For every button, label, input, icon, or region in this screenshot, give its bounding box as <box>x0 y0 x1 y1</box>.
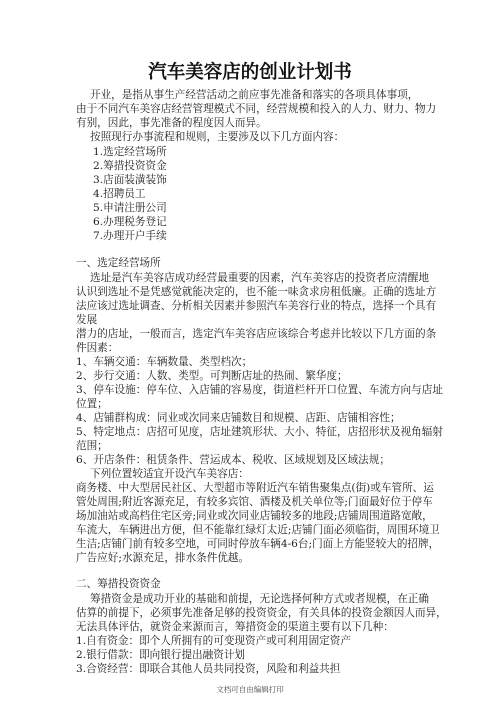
intro-line: 由于不同汽车美容店经营管理模式不同，经营规模和投入的人力、财力、物力 <box>76 103 437 115</box>
section-heading: 一、选定经营场所 <box>76 257 161 269</box>
body-line: 场加油站或高档住宅区旁;同业或次同业店铺较多的地段;店铺周围道路宽敞， <box>76 510 433 522</box>
toc-item: 5.申请注册公司 <box>93 202 167 214</box>
toc-item: 3.店面装潢装饰 <box>93 174 167 186</box>
section-heading: 二、筹措投资资金 <box>76 578 161 590</box>
body-line: 商务楼、中大型居民社区、大型超市等附近汽车销售聚集点(街)或车管所、运 <box>76 482 434 494</box>
intro-line: 开业，是指从事生产经营活动之前应事先准备和落实的各项具体事项， <box>90 89 419 101</box>
body-line: 3.合资经营：即联合其他人员共同投资，风险和利益共担 <box>76 663 341 675</box>
document-title: 汽车美容店的创业计划书 <box>148 62 352 83</box>
body-line: 估算的前提下，必须事先准备足够的投资资金，有关具体的投资金额因人而异， <box>76 607 447 619</box>
body-line: 5、特定地点：店招可见度，店址建筑形状、大小、特征，店招形状及视角辐射 <box>76 426 443 438</box>
body-line: 管处周围;附近客源充足，有较多宾馆、酒楼及机关单位等;门面最好位于停车 <box>76 496 433 508</box>
toc-item: 7.办理开户手续 <box>93 230 167 242</box>
body-line: 筹措资金是成功开业的基础和前提，无论选择何种方式或者规模，在正确 <box>90 593 429 605</box>
body-line: 位置； <box>76 398 108 410</box>
body-line: 生洁;店铺门前有较多空地，可同时停放车辆4-6台;门面上方能竖较大的招牌， <box>76 538 440 550</box>
toc-item: 6.办理税务登记 <box>93 216 167 228</box>
body-line: 1.自有资金：即个人所拥有的可变现资产或可利用固定资产 <box>76 635 351 647</box>
body-line: 法应该过选址调查、分析相关因素并参照汽车美容行业的特点，选择一个具有 <box>76 300 437 312</box>
toc-item: 2.筹措投资资金 <box>93 160 167 172</box>
page-footer: 文档可自由编辑打印 <box>216 685 284 694</box>
body-line: 选址是汽车美容店成功经营最重要的因素，汽车美容店的投资者应清醒地 <box>90 272 429 284</box>
intro-line: 按照现行办事流程和规则，主要涉及以下几方面内容： <box>90 131 345 143</box>
body-line: 认识到选址不是凭感觉就能决定的，也不能一味贪求房租低廉。正确的选址方 <box>76 286 437 298</box>
body-line: 潜力的店址，一般而言，选定汽车美容店应该综合考虑并比较以下几方面的条 <box>76 328 437 340</box>
body-line: 6、开店条件：租赁条件、营运成本、税收、区域规划及区域法规； <box>76 454 390 466</box>
intro-line: 有别，因此，事先准备的程度因人而异。 <box>76 117 267 129</box>
body-line: 2.银行借款：即向银行提出融资计划 <box>76 649 246 661</box>
toc-item: 4.招聘员工 <box>93 188 146 200</box>
body-line: 车流大，车辆进出方便，但不能靠红绿灯太近;店铺门面必须临街，周围环境卫 <box>76 524 440 536</box>
body-line: 广告应好;水源充足，排水条件优越。 <box>76 552 250 564</box>
body-line: 范围； <box>76 440 108 452</box>
body-line: 4、店铺群构成：同业或次同来店铺数目和规模、店距、店铺相容性； <box>76 412 401 424</box>
body-line: 下列位置较适宜开设汽车美容店： <box>90 468 249 480</box>
body-line: 3、停车设施：停车位、入店铺的容易度，街道栏杆开口位置、车流方向与店址 <box>76 384 443 396</box>
body-line: 发展 <box>76 314 98 326</box>
body-line: 件因素： <box>76 342 119 354</box>
body-line: 2、步行交通：人数、类型。可判断店址的热闹、繁华度； <box>76 370 348 382</box>
body-line: 无法具体评估，就资金来源而言，筹措资金的渠道主要有以下几种： <box>76 621 394 633</box>
body-line: 1、车辆交通：车辆数量、类型档次； <box>76 356 253 368</box>
toc-item: 1.选定经营场所 <box>93 146 167 158</box>
